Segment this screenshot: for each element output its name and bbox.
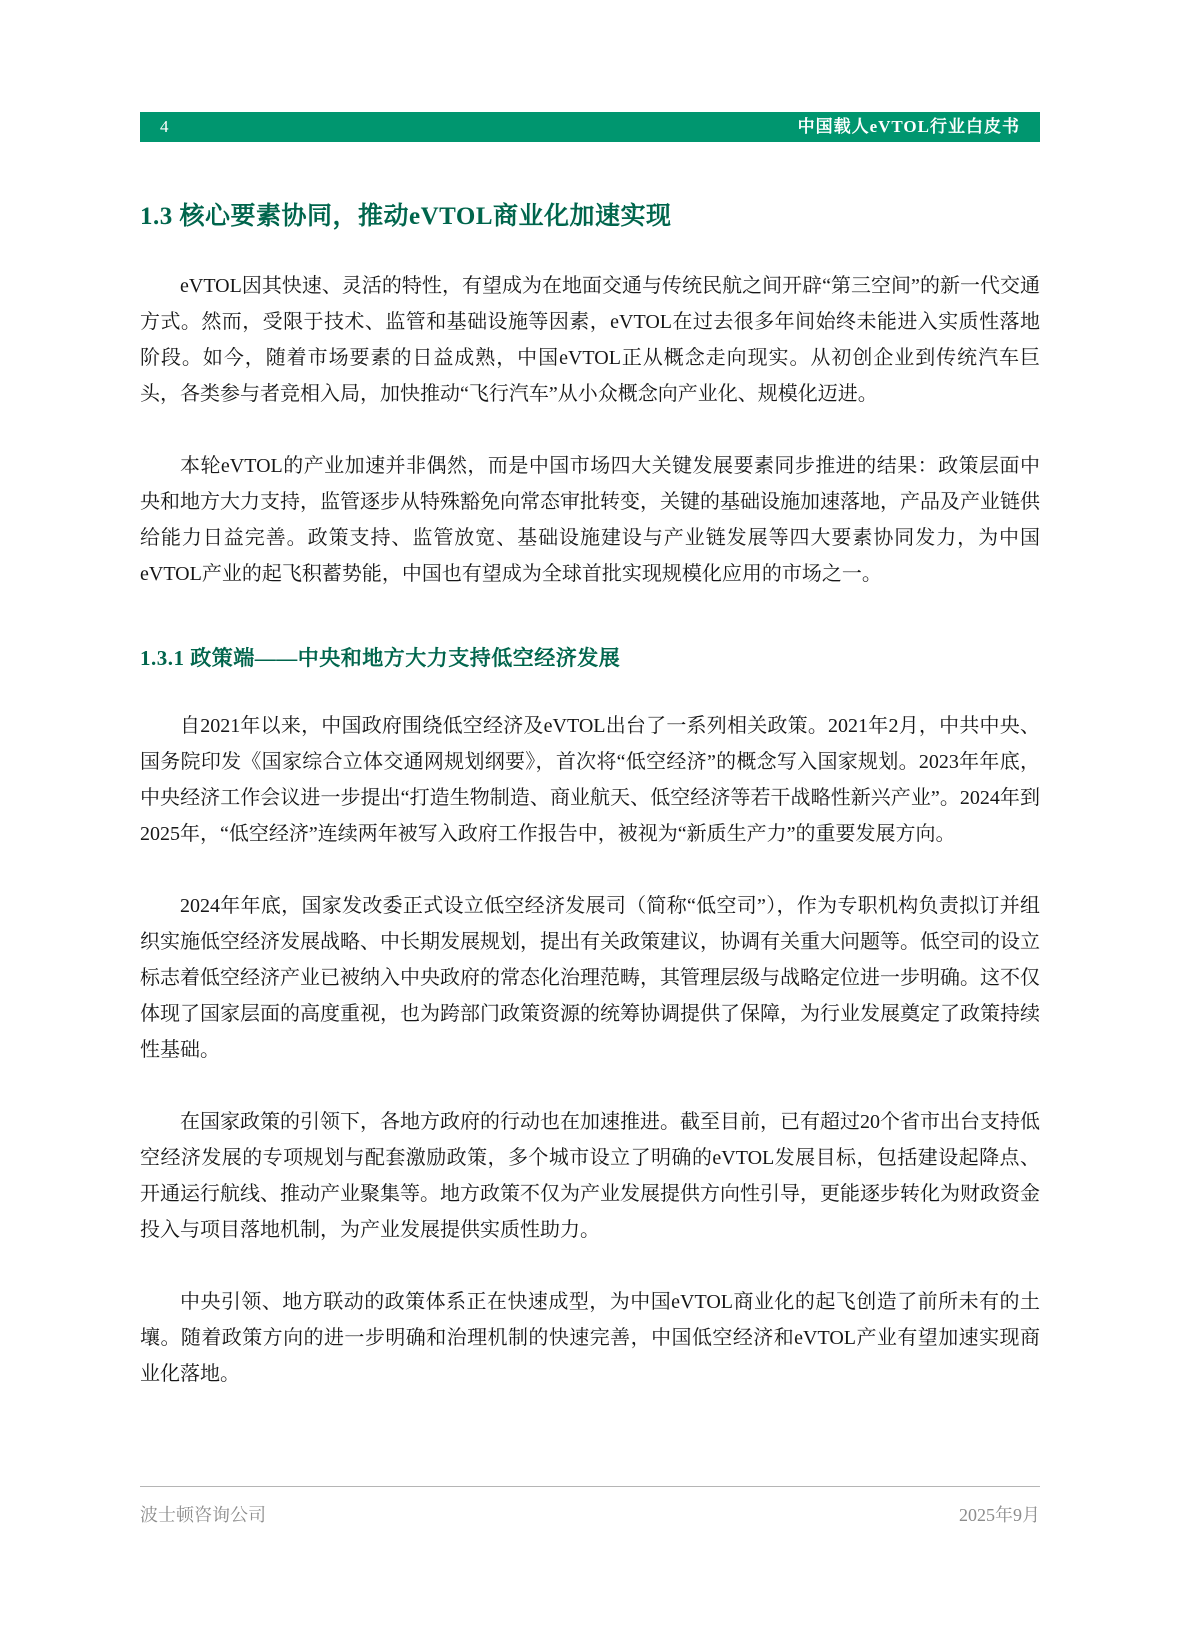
intro-paragraph-2: 本轮eVTOL的产业加速并非偶然，而是中国市场四大关键发展要素同步推进的结果：政策层面中央和地方大力支持，监管逐步从特殊豁免向常态审批转变，关键的基础设施加速落地，产品及产业链供给能力日益完善。政策支持、监管放宽、基础设施建设与产业链发展等四大要素协同发力，为中国eVTOL产业的起飞积蓄势能，中国也有望成为全球首批实现规模化应用的市场之一。 — [140, 455, 1040, 585]
header-title: 中国载人eVTOL行业白皮书 — [797, 117, 1020, 136]
policy-paragraph-4: 中央引领、地方联动的政策体系正在快速成型，为中国eVTOL商业化的起飞创造了前所未有的土壤。随着政策方向的进一步明确和治理机制的快速完善，中国低空经济和eVTOL产业有望加速实现商业化落地。 — [140, 1291, 1040, 1385]
page-header — [140, 112, 1040, 142]
policy-paragraph-1: 自2021年以来，中国政府围绕低空经济及eVTOL出台了一系列相关政策。2021年2月，中共中央、国务院印发《国家综合立体交通网规划纲要》，首次将“低空经济”的概念写入国家规划。2023年年底，中央经济工作会议进一步提出“打造生物制造、商业航天、低空经济等若干战略性新兴产业”。2024年到2025年，“低空经济”连续两年被写入政府工作报告中，被视为“新质生产力”的重要发展方向。 — [140, 715, 1040, 845]
page-footer — [140, 1486, 1040, 1527]
page-content — [140, 142, 1040, 1392]
footer-date: 2025年9月 — [959, 1505, 1040, 1525]
page-number: 4 — [160, 117, 169, 136]
policy-paragraph-2: 2024年年底，国家发改委正式设立低空经济发展司（简称“低空司”），作为专职机构负责拟订并组织实施低空经济发展战略、中长期发展规划，提出有关政策建议，协调有关重大问题等。低空司的设立标志着低空经济产业已被纳入中央政府的常态化治理范畴，其管理层级与战略定位进一步明确。这不仅体现了国家层面的高度重视，也为跨部门政策资源的统筹协调提供了保障，为行业发展奠定了政策持续性基础。 — [140, 895, 1040, 1061]
policy-paragraph-3: 在国家政策的引领下，各地方政府的行动也在加速推进。截至目前，已有超过20个省市出台支持低空经济发展的专项规划与配套激励政策，多个城市设立了明确的eVTOL发展目标，包括建设起降点、开通运行航线、推动产业聚集等。地方政策不仅为产业发展提供方向性引导，更能逐步转化为财政资金投入与项目落地机制，为产业发展提供实质性助力。 — [140, 1111, 1040, 1241]
section-title: 1.3 核心要素协同，推动eVTOL商业化加速实现 — [140, 203, 672, 230]
subsection-title: 1.3.1 政策端——中央和地方大力支持低空经济发展 — [140, 646, 621, 670]
intro-paragraph-1: eVTOL因其快速、灵活的特性，有望成为在地面交通与传统民航之间开辟“第三空间”的新一代交通方式。然而，受限于技术、监管和基础设施等因素，eVTOL在过去很多年间始终未能进入实质性落地阶段。如今，随着市场要素的日益成熟，中国eVTOL正从概念走向现实。从初创企业到传统汽车巨头，各类参与者竞相入局，加快推动“飞行汽车”从小众概念向产业化、规模化迈进。 — [140, 275, 1040, 405]
footer-company: 波士顿咨询公司 — [140, 1505, 266, 1525]
